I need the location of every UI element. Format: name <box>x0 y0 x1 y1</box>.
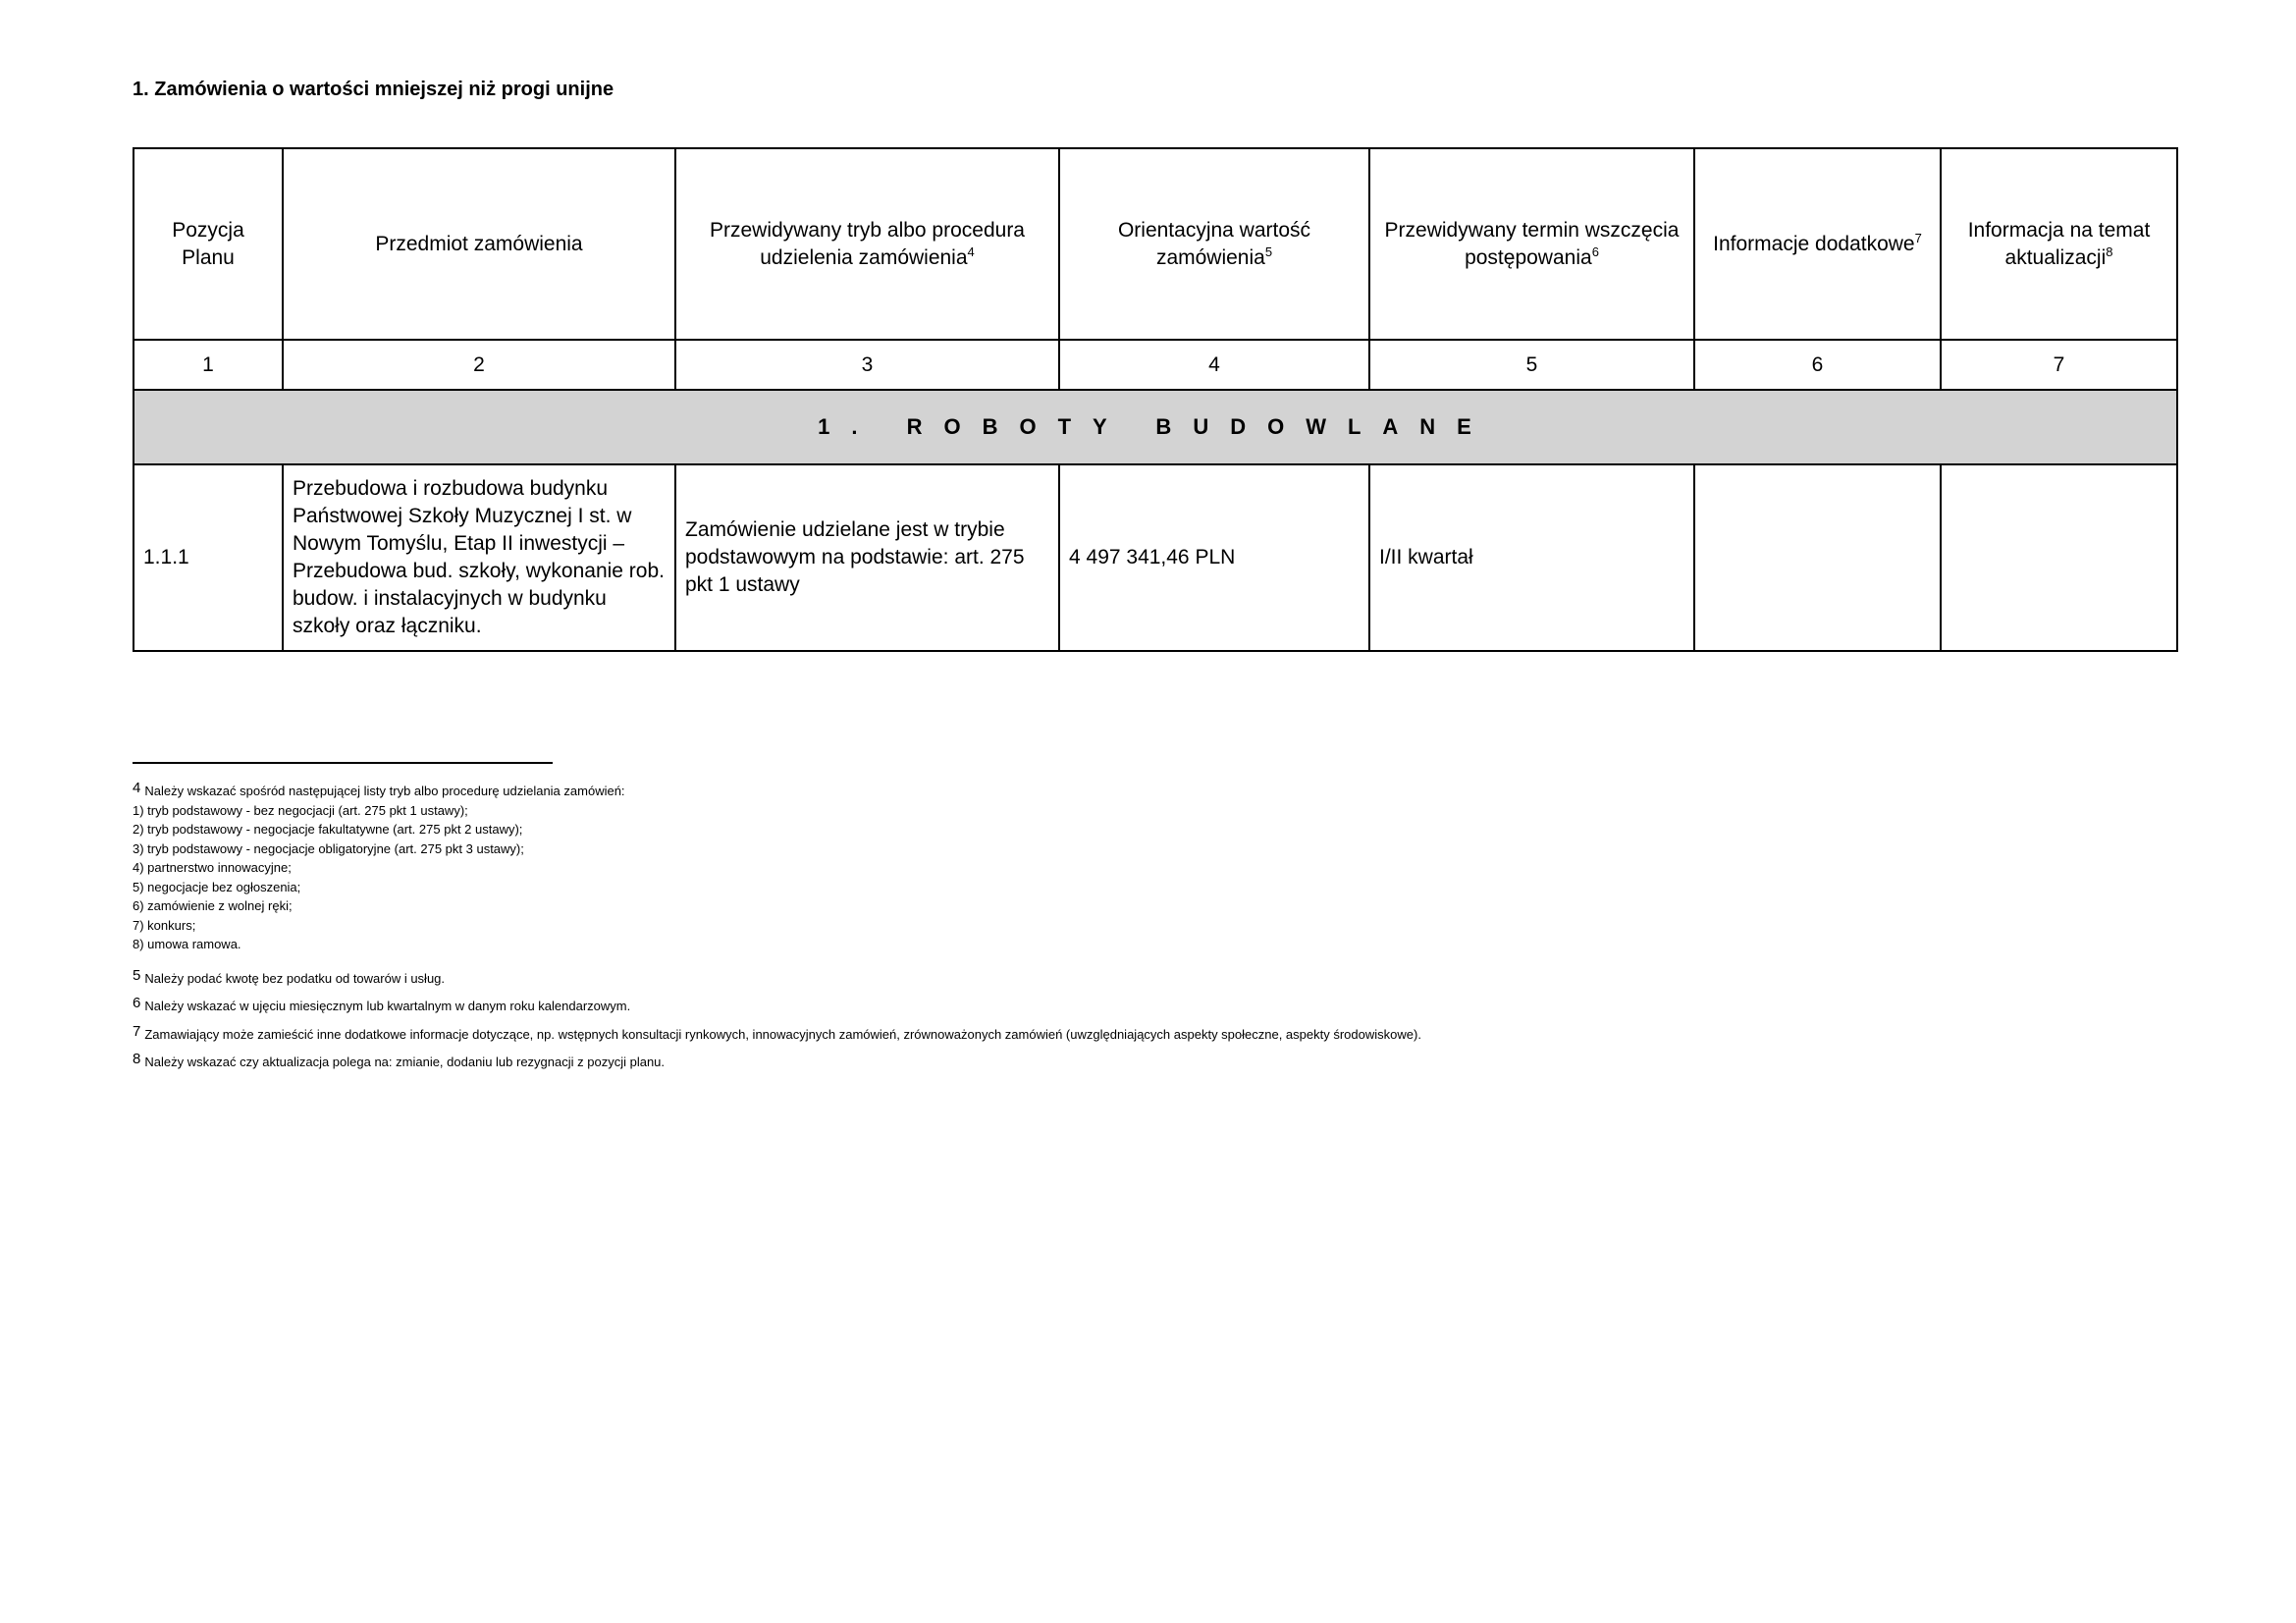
section-title: 1. Zamówienia o wartości mniejszej niż progi unijne <box>133 79 614 100</box>
cell-subject: Przebudowa i rozbudowa budynku Państwowej Szkoły Muzycznej I st. w Nowym Tomyślu, Etap II inwestycji – Przebudowa bud. szkoły, wykonanie rob. budow. i instalacyjnych w budynku szkoły oraz łączniku. <box>283 464 675 651</box>
cell-update <box>1941 464 2177 651</box>
footnote-4-list <box>133 801 2096 954</box>
list-item: 3) tryb podstawowy - negocjacje obligatoryjne (art. 275 pkt 3 ustawy); <box>133 840 524 856</box>
list-item: 4) partnerstwo innowacyjne; <box>133 860 292 875</box>
footnote-ref[interactable]: 5 <box>1264 243 1273 259</box>
footnotes <box>133 779 2096 1072</box>
header-procedure: Przewidywany tryb albo procedura udzielenia zamówienia$^4$ <box>675 148 1059 340</box>
footnote-5: 5 Należy podać kwotę bez podatku od towarów i usług. <box>133 966 446 986</box>
footnote-8: 8 Należy wskazać czy aktualizacja polega na: zmianie, dodaniu lub rezygnacji z pozycji planu. <box>133 1051 666 1069</box>
list-item: 6) zamówienie z wolnej ręki; <box>133 898 293 913</box>
list-item: 8) umowa ramowa. <box>133 937 241 951</box>
list-item: 7) konkurs; <box>133 917 196 933</box>
category-label: 1. ROBOTY BUDOWLANE <box>133 390 2177 464</box>
list-item: 5) negocjacje bez ogłoszenia; <box>133 879 301 894</box>
cell-term: I/II kwartał <box>1369 464 1694 651</box>
cell-position: 1.1.1 <box>133 464 283 651</box>
header-additional: Informacje dodatkowe$^7$ <box>1694 148 1941 340</box>
header-term: Przewidywany termin wszczęcia postępowania$^6$ <box>1369 148 1694 340</box>
header-row <box>133 148 2177 340</box>
column-number-row <box>133 340 2177 390</box>
footnote-ref[interactable]: 8 <box>2106 243 2113 259</box>
list-item: 1) tryb podstawowy - bez negocjacji (art. 275 pkt 1 ustawy); <box>133 802 468 818</box>
footnote-ref[interactable]: 4 <box>967 243 975 259</box>
column-number: 5 <box>1369 340 1694 390</box>
procurement-plan-table <box>133 147 2178 652</box>
footnote-separator <box>133 762 553 764</box>
header-subject: Przedmiot zamówienia <box>283 148 675 340</box>
footnote-ref[interactable]: 7 <box>1914 230 1922 245</box>
cell-value: 4 497 341,46 PLN <box>1059 464 1369 651</box>
column-number: 1 <box>133 340 283 390</box>
column-number: 3 <box>675 340 1059 390</box>
footnote-4: 4 Należy wskazać spośród następującej listy tryb albo procedurę udzielania zamówień: <box>133 780 625 798</box>
header-position: Pozycja Planu <box>133 148 283 340</box>
header-value: Orientacyjna wartość zamówienia$^5$ <box>1059 148 1369 340</box>
column-number: 4 <box>1059 340 1369 390</box>
column-number: 7 <box>1941 340 2177 390</box>
cell-additional <box>1694 464 1941 651</box>
footnote-ref[interactable]: 6 <box>1591 243 1599 259</box>
footnote-7: 7 Zamawiający może zamieścić inne dodatkowe informacje dotyczące, np. wstępnych konsultacji rynkowych, innowacyjnych zamówień, zrównoważonych zamówień (uwzględniających aspekty społeczne, aspekty środowiskowe). <box>133 1022 1421 1042</box>
footnote-6: 6 Należy wskazać w ujęciu miesięcznym lub kwartalnym w danym roku kalendarzowym. <box>133 995 631 1013</box>
header-update: Informacja na temat aktualizacji$^8$ <box>1941 148 2177 340</box>
category-row <box>133 390 2177 464</box>
column-number: 2 <box>283 340 675 390</box>
cell-procedure: Zamówienie udzielane jest w trybie podstawowym na podstawie: art. 275 pkt 1 ustawy <box>675 464 1059 651</box>
table-row <box>133 464 2177 651</box>
column-number: 6 <box>1694 340 1941 390</box>
list-item: 2) tryb podstawowy - negocjacje fakultatywne (art. 275 pkt 2 ustawy); <box>133 822 523 837</box>
